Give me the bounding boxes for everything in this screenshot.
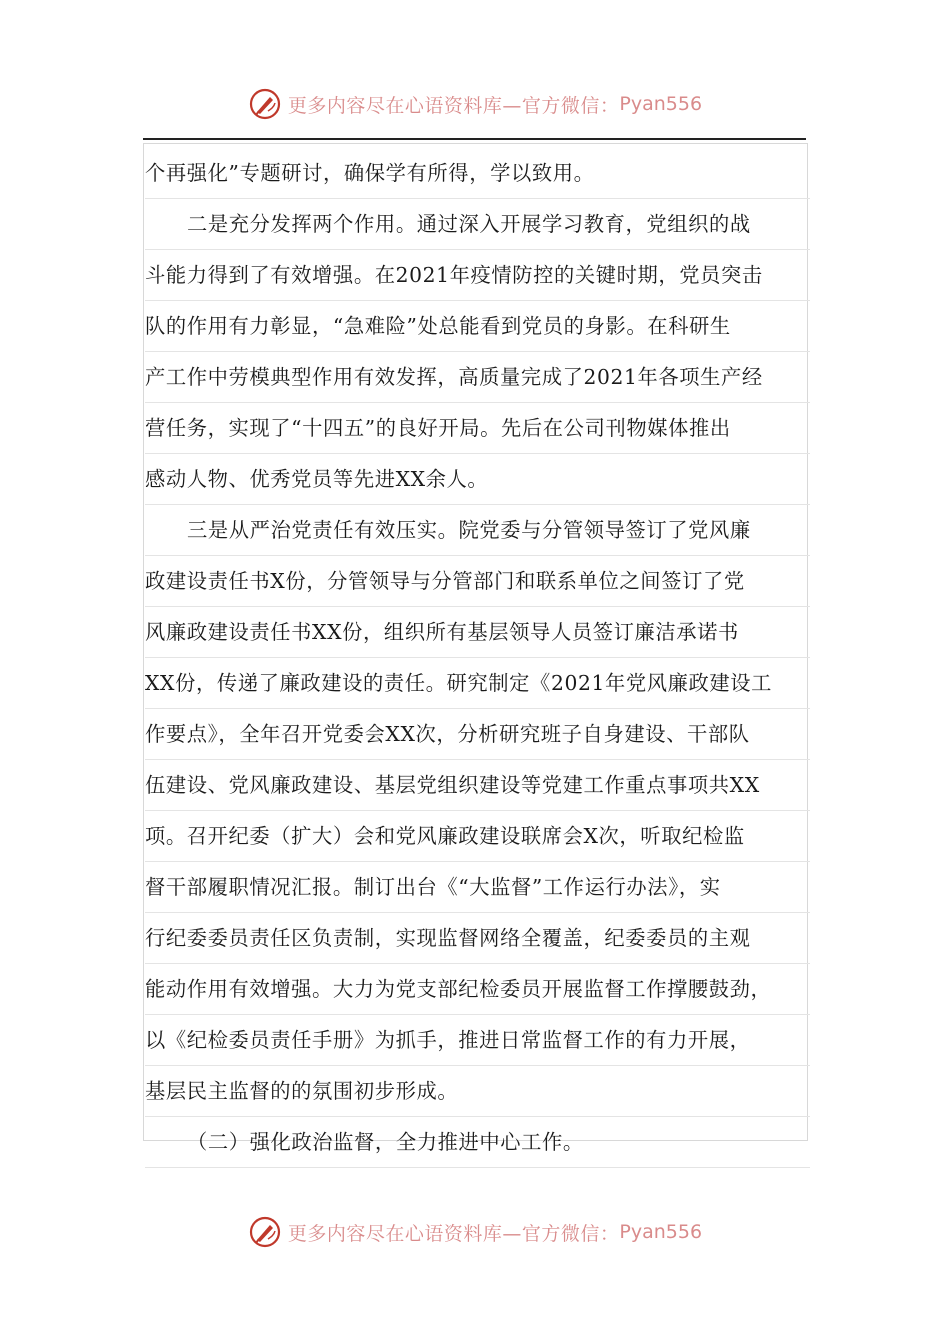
banner-wechat-id: Pyan556 bbox=[619, 1221, 703, 1243]
text-line bbox=[145, 352, 810, 403]
text-line-content: 伍建设、党风廉政建设、基层党组织建设等党建工作重点事项共XX bbox=[145, 773, 760, 797]
text-line-content: 督干部履职情况汇报。制订出台《“大监督”工作运行办法》，实 bbox=[145, 875, 721, 899]
text-line bbox=[145, 811, 810, 862]
document-body bbox=[145, 148, 810, 1168]
text-line-content: 斗能力得到了有效增强。在2021年疫情防控的关键时期，党员突击 bbox=[145, 263, 763, 287]
text-line-content: 基层民主监督的的氛围初步形成。 bbox=[145, 1079, 459, 1103]
text-line bbox=[145, 709, 810, 760]
text-line bbox=[145, 505, 810, 556]
text-line-content: XX份，传递了廉政建设的责任。研究制定《2021年党风廉政建设工 bbox=[145, 671, 773, 695]
text-line-content: 能动作用有效增强。大力为党支部纪检委员开展监督工作撑腰鼓劲， bbox=[145, 977, 772, 1001]
text-line-content: 三是从严治党责任有效压实。院党委与分管领导签订了党风廉 bbox=[187, 518, 751, 542]
text-line bbox=[145, 148, 810, 199]
text-line-content: 风廉政建设责任书XX份，组织所有基层领导人员签订廉洁承诺书 bbox=[145, 620, 739, 644]
text-line bbox=[145, 199, 810, 250]
header-rule bbox=[143, 138, 806, 140]
footer-banner bbox=[0, 1212, 950, 1252]
header-banner bbox=[0, 84, 950, 124]
banner-wechat-id: Pyan556 bbox=[619, 93, 703, 115]
text-line-content: 项。召开纪委（扩大）会和党风廉政建设联席会X次，听取纪检监 bbox=[145, 824, 745, 848]
text-line-content: 营任务，实现了“十四五”的良好开局。先后在公司刊物媒体推出 bbox=[145, 416, 731, 440]
text-line bbox=[145, 658, 810, 709]
text-line bbox=[145, 1066, 810, 1117]
text-line-content: （二）强化政治监督，全力推进中心工作。 bbox=[187, 1130, 584, 1154]
text-line bbox=[145, 913, 810, 964]
text-line-content: 政建设责任书X份，分管领导与分管部门和联系单位之间签订了党 bbox=[145, 569, 745, 593]
text-line bbox=[145, 1117, 810, 1168]
text-line bbox=[145, 760, 810, 811]
text-line bbox=[145, 1015, 810, 1066]
text-line-content: 二是充分发挥两个作用。通过深入开展学习教育，党组织的战 bbox=[187, 212, 751, 236]
text-line-content: 队的作用有力彰显，“急难险”处总能看到党员的身影。在科研生 bbox=[145, 314, 731, 338]
text-line bbox=[145, 250, 810, 301]
text-line bbox=[145, 964, 810, 1015]
text-line bbox=[145, 607, 810, 658]
text-line-content: 作要点》，全年召开党委会XX次，分析研究班子自身建设、干部队 bbox=[145, 722, 750, 746]
text-line-content: 行纪委委员责任区负责制，实现监督网络全覆盖，纪委委员的主观 bbox=[145, 926, 751, 950]
text-line-content: 产工作中劳模典型作用有效发挥，高质量完成了2021年各项生产经 bbox=[145, 365, 763, 389]
text-line-content: 以《纪检委员责任手册》为抓手，推进日常监督工作的有力开展， bbox=[145, 1028, 751, 1052]
banner-text: 更多内容尽在心语资料库—官方微信： bbox=[287, 1222, 620, 1245]
text-line-content: 感动人物、优秀党员等先进XX余人。 bbox=[145, 467, 489, 491]
text-line bbox=[145, 454, 810, 505]
pen-logo-icon bbox=[248, 87, 282, 121]
text-line bbox=[145, 862, 810, 913]
pen-logo-icon bbox=[248, 1215, 282, 1249]
banner-text: 更多内容尽在心语资料库—官方微信： bbox=[287, 94, 620, 117]
text-line bbox=[145, 556, 810, 607]
text-line bbox=[145, 403, 810, 454]
text-line-content: 个再强化”专题研讨，确保学有所得，学以致用。 bbox=[145, 161, 595, 185]
text-line bbox=[145, 301, 810, 352]
